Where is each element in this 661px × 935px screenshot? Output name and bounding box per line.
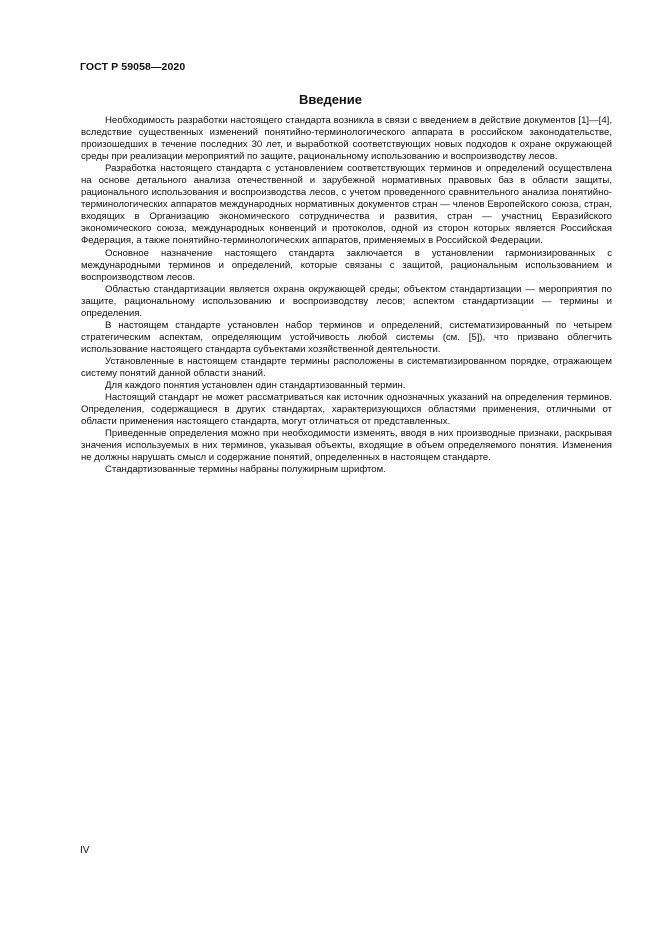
paragraph: Необходимость разработки настоящего стандарта возникла в связи с введением в действие документов [1]—[4], вследствие существенных изменений понятийно-терминологического аппарата в российском законодательстве, произошедших в течение последних 30 лет, и выработкой соответствующих новых подходов к охране окружающей среды при реализации мероприятий по защите, рациональному использованию и воспроизводству лесов. [81,115,612,163]
document-header [80,61,185,73]
paragraph: Настоящий стандарт не может рассматриваться как источник однозначных указаний на определения терминов. Определения, содержащиеся в других стандартах, характеризующихся областями применения, отличными от области применения настоящего стандарта, могут отличаться от представленных. [81,392,612,428]
paragraph: Областью стандартизации является охрана окружающей среды; объектом стандартизации — мероприятия по защите, рациональному использованию и воспроизводству лесов; аспектом стандартизации — термины и определения. [81,283,612,319]
page-number: IV [80,845,90,856]
paragraph: Приведенные определения можно при необходимости изменять, вводя в них производные признаки, раскрывая значения используемых в них терминов, указывая объекты, входящие в объем определяемого понятия. Изменения не должны нарушать смысл и содержание понятий, определенных в настоящем стандарте. [81,428,612,464]
introduction-body [81,115,612,476]
paragraph: В настоящем стандарте установлен набор терминов и определений, систематизированный по четырем стратегическим аспектам, определяющим устойчивость любой системы (см. [5]), что призвано облегчить использование настоящего стандарта субъектами хозяйственной деятельности. [81,319,612,355]
paragraph: Разработка настоящего стандарта с установлением соответствующих терминов и определений осуществлена на основе детального анализа отечественной и зарубежной нормативных правовых баз в области защиты, рационального использования и воспроизводства лесов, с учетом проведенного сравнительного анализа понятийно-терминологических аппаратов международных нормативных документов стран — членов Европейского союза, стран, входящих в Организацию экономического сотрудничества и развития, стран — участниц Евразийского экономического союза, международных конвенций и протоколов, одной из сторон которых является Российская Федерация, а также понятийно-терминологических аппаратов, применяемых в Российской Федерации. [81,163,612,247]
paragraph: Установленные в настоящем стандарте термины расположены в систематизированном порядке, отражающем систему понятий данной области знаний. [81,355,612,379]
paragraph: Для каждого понятия установлен один стандартизованный термин. [105,380,406,392]
section-title: Введение [299,92,362,107]
paragraph: Стандартизованные термины набраны полужирным шрифтом. [105,464,386,476]
standard-code: ГОСТ Р 59058—2020 [80,61,186,73]
paragraph: Основное назначение настоящего стандарта заключается в установлении гармонизированных с международными терминов и определений, которые связаны с защитой, рациональным использованием и воспроизводством лесов. [81,247,612,283]
